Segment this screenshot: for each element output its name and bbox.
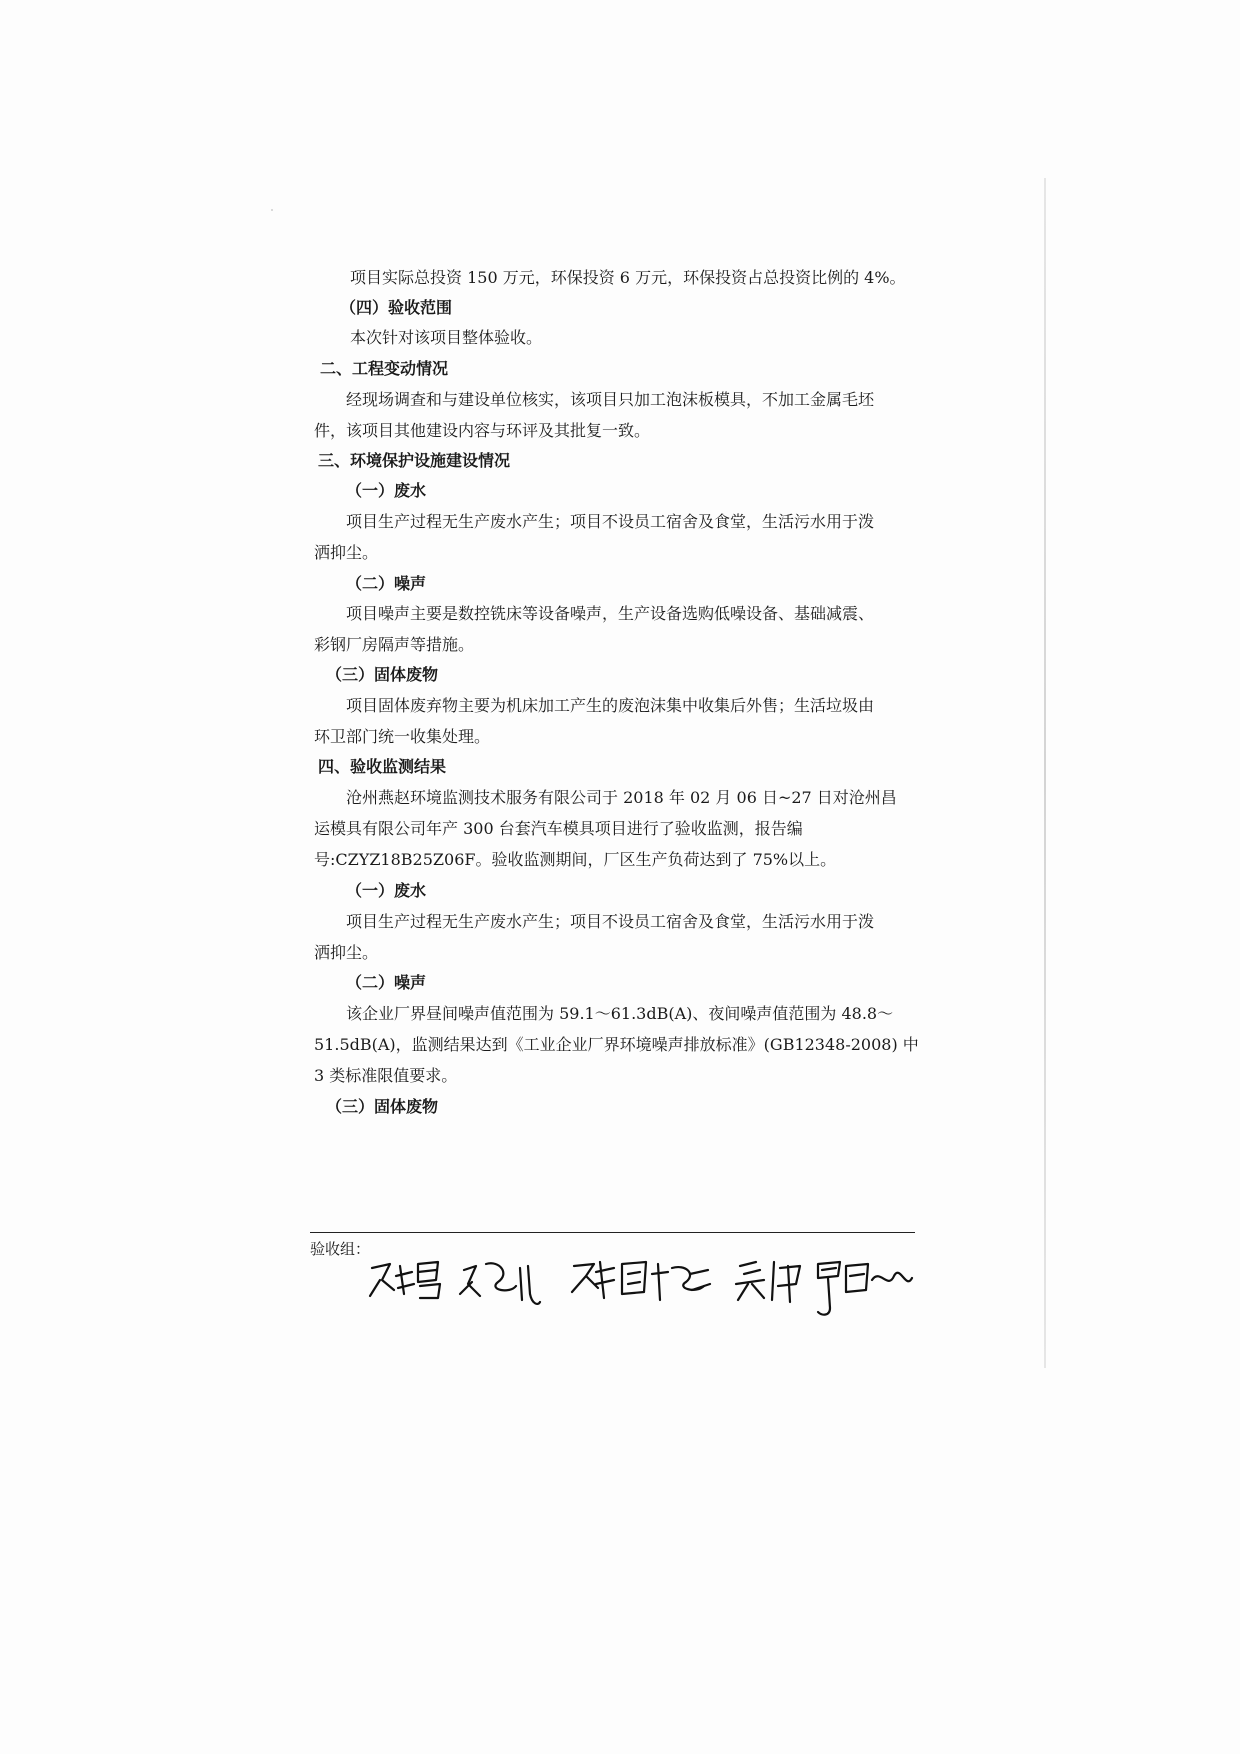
paragraph-changes-2: 件，该项目其他建设内容与环评及其批复一致。 — [314, 421, 651, 440]
paragraph-solid-waste-1b: 环卫部门统一收集处理。 — [314, 727, 491, 746]
signature-3 — [572, 1262, 646, 1298]
paragraph-noise-2a: 该企业厂界昼间噪声值范围为 59.1～61.3dB(A)、夜间噪声值范围为 48.8～ — [346, 1004, 894, 1023]
heading-wastewater-2: （一）废水 — [346, 881, 427, 900]
paragraph-monitoring-2: 运模具有限公司年产 300 台套汽车模具项目进行了验收监测，报告编 — [314, 819, 803, 838]
paragraph-wastewater-1a: 项目生产过程无生产废水产生；项目不设员工宿舍及食堂，生活污水用于泼 — [346, 512, 875, 531]
heading-noise-2: （二）噪声 — [346, 973, 427, 992]
signature-divider — [310, 1232, 915, 1233]
signature-4 — [652, 1264, 710, 1300]
heading-noise-1: （二）噪声 — [346, 574, 427, 593]
heading-engineering-changes: 二、工程变动情况 — [320, 359, 449, 378]
paragraph-noise-2b: 51.5dB(A)，监测结果达到《工业企业厂界环境噪声排放标准》(GB12348-2008) 中 — [314, 1035, 919, 1054]
paragraph-noise-2c: 3 类标准限值要求。 — [314, 1066, 458, 1085]
heading-monitoring-results: 四、验收监测结果 — [318, 757, 447, 776]
handwritten-signatures — [360, 1250, 940, 1340]
paragraph-noise-1a: 项目噪声主要是数控铣床等设备噪声，生产设备选购低噪设备、基础减震、 — [346, 604, 875, 623]
paragraph-monitoring-3: 号:CZYZ18B25Z06F。验收监测期间，厂区生产负荷达到了 75%以上。 — [314, 850, 837, 869]
paragraph-wastewater-1b: 洒抑尘。 — [314, 543, 379, 562]
heading-solid-waste-1: （三）固体废物 — [326, 665, 439, 684]
scan-speck — [271, 209, 273, 211]
heading-solid-waste-2: （三）固体废物 — [326, 1097, 439, 1116]
heading-env-facilities: 三、环境保护设施建设情况 — [318, 451, 511, 470]
paragraph-monitoring-1: 沧州燕赵环境监测技术服务有限公司于 2018 年 02 月 06 日~27 日对沧州昌 — [346, 788, 897, 807]
heading-wastewater-1: （一）废水 — [346, 481, 427, 500]
scan-edge-shadow — [1044, 178, 1046, 1368]
signature-6 — [818, 1262, 912, 1315]
acceptance-group-label: 验收组： — [310, 1240, 371, 1258]
paragraph-solid-waste-1a: 项目固体废弃物主要为机床加工产生的废泡沫集中收集后外售；生活垃圾由 — [346, 696, 875, 715]
heading-acceptance-scope: （四）验收范围 — [340, 298, 453, 317]
signature-1 — [370, 1262, 440, 1298]
signature-5 — [736, 1262, 800, 1302]
signature-2 — [460, 1263, 540, 1304]
paragraph-noise-1b: 彩钢厂房隔声等措施。 — [314, 635, 475, 654]
paragraph-changes-1: 经现场调查和与建设单位核实，该项目只加工泡沫板模具，不加工金属毛坯 — [346, 390, 875, 409]
paragraph-scope: 本次针对该项目整体验收。 — [350, 328, 543, 347]
paragraph-wastewater-2b: 洒抑尘。 — [314, 943, 379, 962]
paragraph-wastewater-2a: 项目生产过程无生产废水产生；项目不设员工宿舍及食堂，生活污水用于泼 — [346, 912, 875, 931]
paragraph-investment: 项目实际总投资 150 万元，环保投资 6 万元，环保投资占总投资比例的 4%。 — [350, 268, 906, 287]
